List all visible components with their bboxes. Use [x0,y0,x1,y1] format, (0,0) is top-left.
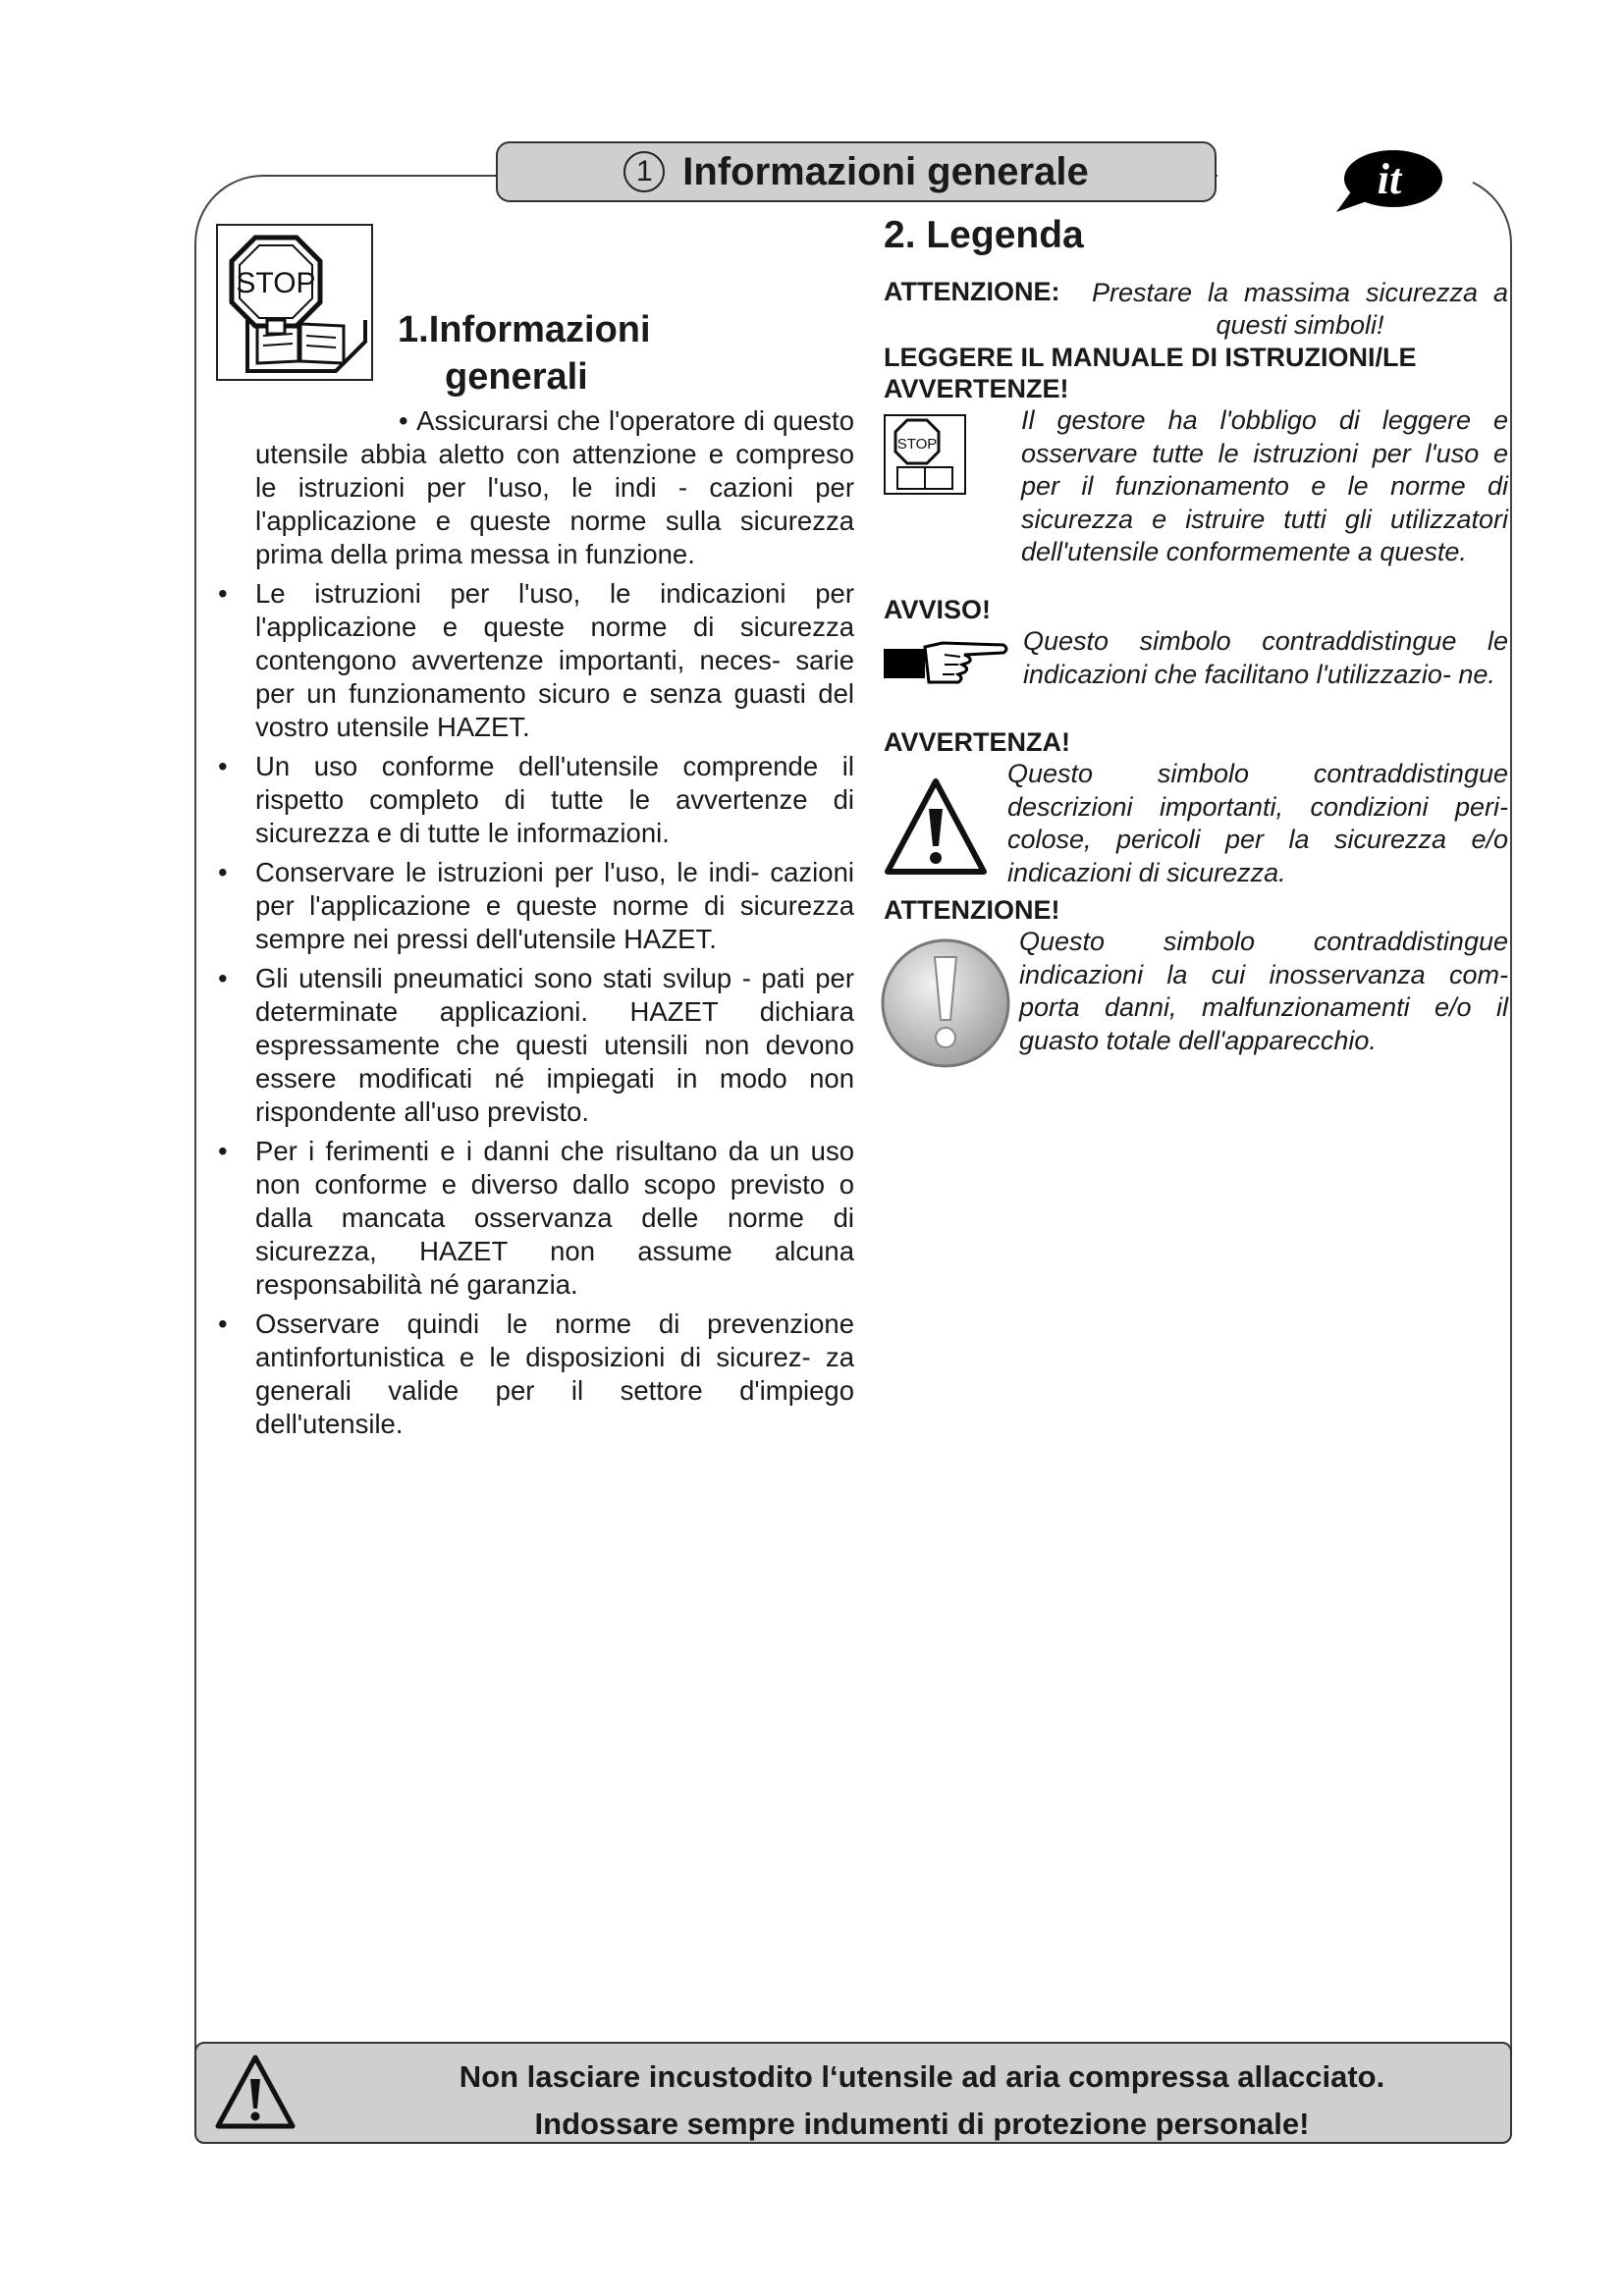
manual-text: Il gestore ha l'obbligo di leggere e osservare tutte le istruzioni per l'uso e per il funzionamento e le norme di sicurezza e istruire tutti gli utilizzatori dell'utensile conformemente a queste. [1021,405,1508,566]
list-item: • Le istruzioni per l'uso, le indicazioni per l'applicazione e queste norme di sicurezza contengono avvertenze importanti, neces- sarie per un funzionamento sicuro e senza guasti del vostro utensile HAZET. [218,578,854,742]
section2 [884,214,1512,1083]
footer-warning-icon [214,2054,297,2132]
page-title: Informazioni generale [682,149,1089,193]
list-item: • Osservare quindi le norme di prevenzione antinfortunistica e le disposizioni di sicurez- za generali valide per il settore d'impiego dell'utensile. [218,1308,854,1439]
chapter-number: 1 [623,151,665,192]
attenzione2-label: ATTENZIONE! [884,895,1060,925]
list-item: • Per i ferimenti e i danni che risultano da un uso non conforme e diverso dallo scopo previsto o dalla mancata osservanza delle norme di sicurezza, HAZET non assume alcuna responsabilità né garanzia. [218,1136,854,1300]
avviso-label: AVVISO! [884,595,992,624]
exclamation-circle-icon [878,935,1013,1071]
warning-triangle-icon [884,777,988,876]
avvertenza-text: Questo simbolo contraddistingue descrizioni importanti, condizioni peri- colose, pericoli per la sicurezza e/o indicazioni di sicurezza. [1007,759,1508,887]
attenzione2-text: Questo simbolo contraddistingue indicazioni la cui inosservanza com- porta danni, malfunzionamenti e/o il guasto totale dell'apparecchio. [1019,927,1508,1055]
section1-title: 1.Informazioni generali [398,309,651,398]
avvertenza-label: AVVERTENZA! [884,727,1071,757]
section1-body [216,404,854,1447]
svg-text:STOP: STOP [236,267,316,299]
attenzione-label: ATTENZIONE: [884,277,1060,306]
svg-text:STOP: STOP [896,436,938,453]
header-tab [496,141,1217,202]
list-item: • Assicurarsi che l'operatore di questo utensile abbia aletto con attenzione e compreso le istruzioni per l'uso, le indi - cazioni per l'applicazione e queste norme sulla sicurezza prima della prima messa in funzione. [255,405,854,569]
footer-warning-bar [194,2042,1512,2144]
list-item: • Conservare le istruzioni per l'uso, le indi- cazioni per l'applicazione e queste norme di sicurezza sempre nei pressi dell'utensile HAZET. [218,857,854,954]
language-badge-icon [1330,147,1446,218]
language-code: it [1377,155,1402,203]
pointing-hand-icon [884,631,1009,692]
avviso-text: Questo simbolo contraddistingue le indicazioni che facilitano l'utilizzazio- ne. [1023,626,1508,689]
list-item: • Un uso conforme dell'utensile comprende il rispetto completo di tutte le avvertenze di sicurezza e di tutte le informazioni. [218,751,854,848]
manual-label: LEGGERE IL MANUALE DI ISTRUZIONI/LE AVVERTENZE! [884,343,1417,403]
read-manual-icon [216,224,373,381]
attenzione-text: Prestare la massima sicurezza a questi simboli! [1092,278,1508,340]
list-item: • Gli utensili pneumatici sono stati svilup - pati per determinate applicazioni. HAZET dichiara espressamente che questi utensili non devono essere modificati né impiegati in modo non rispondente all'uso previsto. [218,963,854,1127]
section2-title: 2. Legenda [884,214,1084,256]
read-manual-small-icon [884,414,966,495]
footer-text: Non lasciare incustodito l‘utensile ad aria compressa allacciato. Indossare sempre indumenti di protezione personale! [459,2059,1385,2141]
